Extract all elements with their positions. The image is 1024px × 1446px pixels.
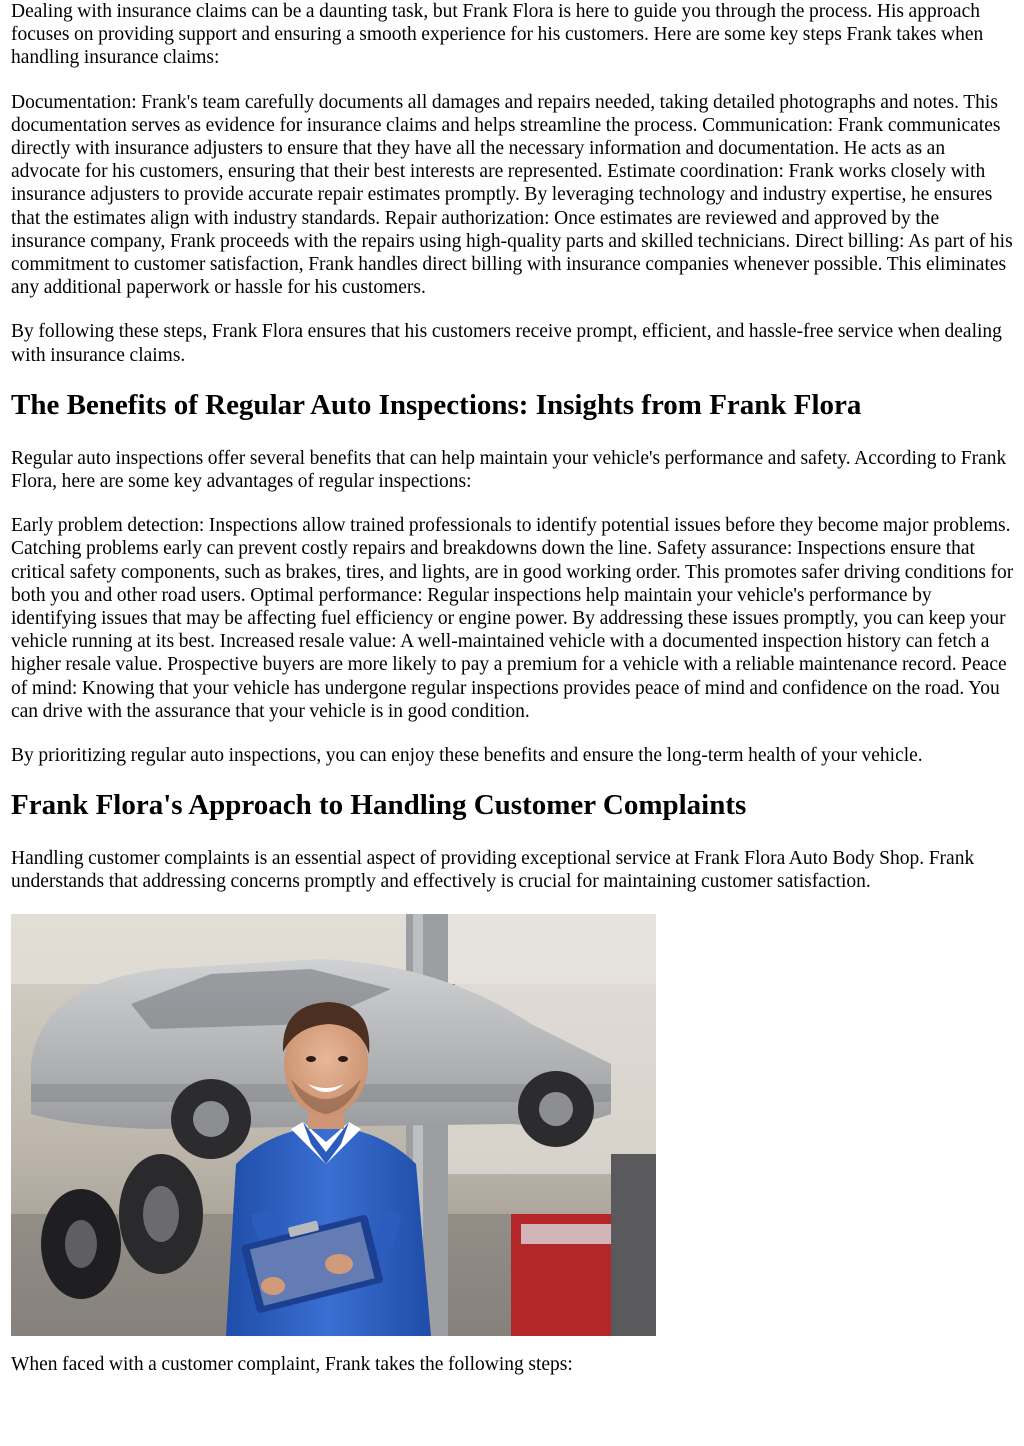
inspections-heading: The Benefits of Regular Auto Inspections: Insights from Frank Flora bbox=[11, 388, 862, 421]
mechanic-photo-illustration bbox=[11, 914, 656, 1336]
insurance-steps-paragraph: Documentation: Frank's team carefully documents all damages and repairs needed, taking detailed photographs and notes. This documentation serves as evidence for insurance claims and helps streamline the process. Communication: Frank communicates directly with insurance adjusters to ensure that they have all the necessary information and documentation. He acts as an advocate for his customers, ensuring that their best interests are represented. Estimate coordination: Frank works closely with insurance adjusters to provide accurate repair estimates promptly. By leveraging technology and industry expertise, he ensures that the estimates align with industry standards. Repair authorization: Once estimates are reviewed and approved by the insurance company, Frank proceeds with the repairs using high-quality parts and skilled technicians. Direct billing: As part of his commitment to customer satisfaction, Frank handles direct billing with insurance companies whenever possible. This eliminates any additional paperwork or hassle for his customers. bbox=[11, 91, 1013, 299]
inspections-benefits-paragraph: Early problem detection: Inspections allow trained professionals to identify potential issues before they become major problems. Catching problems early can prevent costly repairs and breakdowns down the line. Safety assurance: Inspections ensure that critical safety components, such as brakes, tires, and lights, are in good working order. This promotes safer driving conditions for both you and other road users. Optimal performance: Regular inspections help maintain your vehicle's performance by identifying issues that may be affecting fuel efficiency or engine power. By addressing these issues promptly, you can keep your vehicle running at its best. Increased resale value: A well-maintained vehicle with a documented inspection history can fetch a higher resale value. Prospective buyers are more likely to pay a premium for a vehicle with a reliable maintenance record. Peace of mind: Knowing that your vehicle has undergone regular inspections provides peace of mind and confidence on the road. You can drive with the assurance that your vehicle is in good condition. bbox=[11, 515, 1014, 722]
article bbox=[11, 0, 1014, 1376]
complaints-intro-paragraph: Handling customer complaints is an essential aspect of providing exceptional service at Frank Flora Auto Body Shop. Frank understands that addressing concerns promptly and effectively is crucial for maintaining customer satisfaction. bbox=[11, 848, 975, 893]
mechanic-photo bbox=[11, 914, 656, 1336]
inspections-conclusion-paragraph: By prioritizing regular auto inspections, you can enjoy these benefits and ensure the long-term health of your vehicle. bbox=[11, 745, 923, 767]
insurance-conclusion-paragraph: By following these steps, Frank Flora ensures that his customers receive prompt, efficient, and hassle-free service when dealing with insurance claims. bbox=[11, 321, 1002, 366]
complaints-steps-intro-paragraph: When faced with a customer complaint, Frank takes the following steps: bbox=[11, 1353, 573, 1375]
complaints-heading: Frank Flora's Approach to Handling Customer Complaints bbox=[11, 789, 747, 822]
inspections-intro-paragraph: Regular auto inspections offer several benefits that can help maintain your vehicle's performance and safety. According to Frank Flora, here are some key advantages of regular inspections: bbox=[11, 447, 1007, 493]
insurance-intro-paragraph: Dealing with insurance claims can be a daunting task, but Frank Flora is here to guide you through the process. His approach focuses on providing support and ensuring a smooth experience for his customers. Here are some key steps Frank takes when handling insurance claims: bbox=[11, 1, 984, 69]
